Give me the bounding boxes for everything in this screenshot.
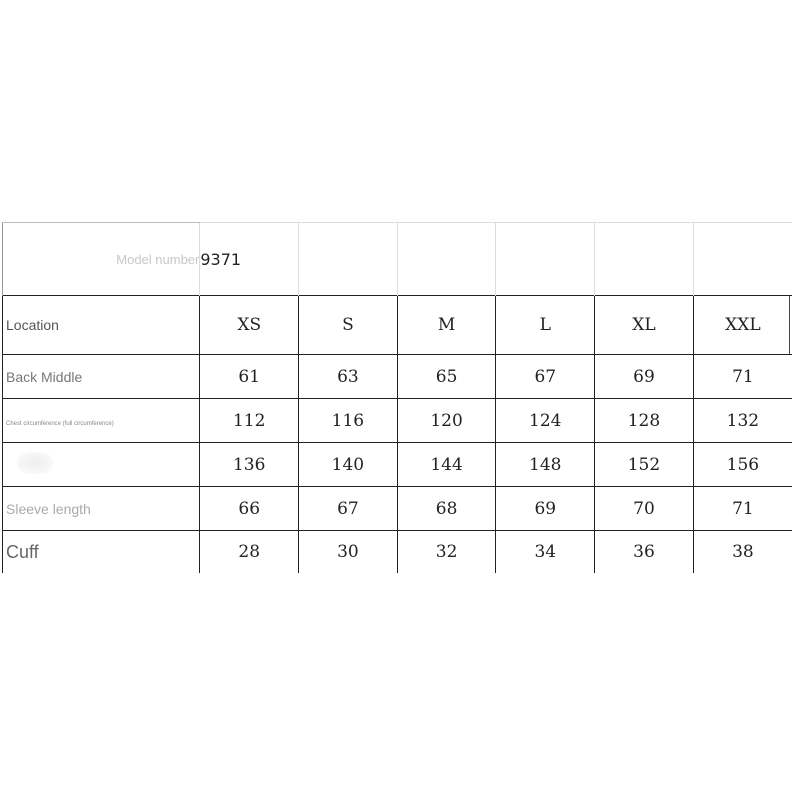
table-cell: 61 — [200, 355, 299, 399]
table-row — [3, 399, 793, 443]
size-header: S — [299, 296, 398, 355]
table-cell: 34 — [496, 531, 595, 574]
row-label-cell — [3, 355, 200, 399]
size-header: L — [496, 296, 595, 355]
row-label: Sleeve length — [6, 500, 91, 517]
size-header-row — [3, 296, 793, 355]
table-cell: 69 — [496, 487, 595, 531]
size-header: XL — [595, 296, 694, 355]
empty-cell — [299, 223, 398, 296]
size-table — [2, 222, 792, 573]
row-label-cell — [3, 531, 200, 574]
model-number-value: 9371 — [200, 223, 299, 296]
table-cell: 32 — [397, 531, 496, 574]
table-row — [3, 355, 793, 399]
table-row — [3, 487, 793, 531]
table-cell: 71 — [693, 355, 792, 399]
table-cell: 28 — [200, 531, 299, 574]
row-label-cell — [3, 399, 200, 443]
model-row — [3, 223, 793, 296]
table-cell: 144 — [397, 443, 496, 487]
row-label-cell — [3, 443, 200, 487]
row-label: Chest circumference (full circumference) — [6, 421, 114, 427]
table-cell: 36 — [595, 531, 694, 574]
empty-cell — [693, 223, 792, 296]
size-chart — [2, 222, 792, 574]
table-cell: 140 — [299, 443, 398, 487]
table-row — [3, 531, 793, 574]
blurred-label-mark — [17, 452, 53, 474]
table-cell: 67 — [496, 355, 595, 399]
table-cell: 65 — [397, 355, 496, 399]
empty-cell — [397, 223, 496, 296]
size-header: XXL — [693, 296, 792, 355]
table-cell: 136 — [200, 443, 299, 487]
row-label: Cuff — [6, 541, 39, 562]
location-label: Location — [6, 317, 59, 333]
model-number-label: Model number — [3, 223, 200, 296]
table-cell: 148 — [496, 443, 595, 487]
table-cell: 68 — [397, 487, 496, 531]
table-cell: 69 — [595, 355, 694, 399]
table-cell: 120 — [397, 399, 496, 443]
table-cell: 67 — [299, 487, 398, 531]
table-cell: 124 — [496, 399, 595, 443]
table-cell: 152 — [595, 443, 694, 487]
table-cell: 156 — [693, 443, 792, 487]
table-row — [3, 443, 793, 487]
table-cell: 30 — [299, 531, 398, 574]
table-cell: 112 — [200, 399, 299, 443]
table-cell: 70 — [595, 487, 694, 531]
size-header: XS — [200, 296, 299, 355]
row-label: Back Middle — [6, 368, 83, 385]
row-label-cell — [3, 487, 200, 531]
table-cell: 132 — [693, 399, 792, 443]
table-right-border — [789, 296, 790, 354]
table-cell: 116 — [299, 399, 398, 443]
location-label-cell — [3, 296, 200, 355]
table-cell: 66 — [200, 487, 299, 531]
empty-cell — [496, 223, 595, 296]
table-cell: 63 — [299, 355, 398, 399]
table-cell: 128 — [595, 399, 694, 443]
size-header: M — [397, 296, 496, 355]
table-cell: 38 — [693, 531, 792, 574]
table-cell: 71 — [693, 487, 792, 531]
empty-cell — [595, 223, 694, 296]
